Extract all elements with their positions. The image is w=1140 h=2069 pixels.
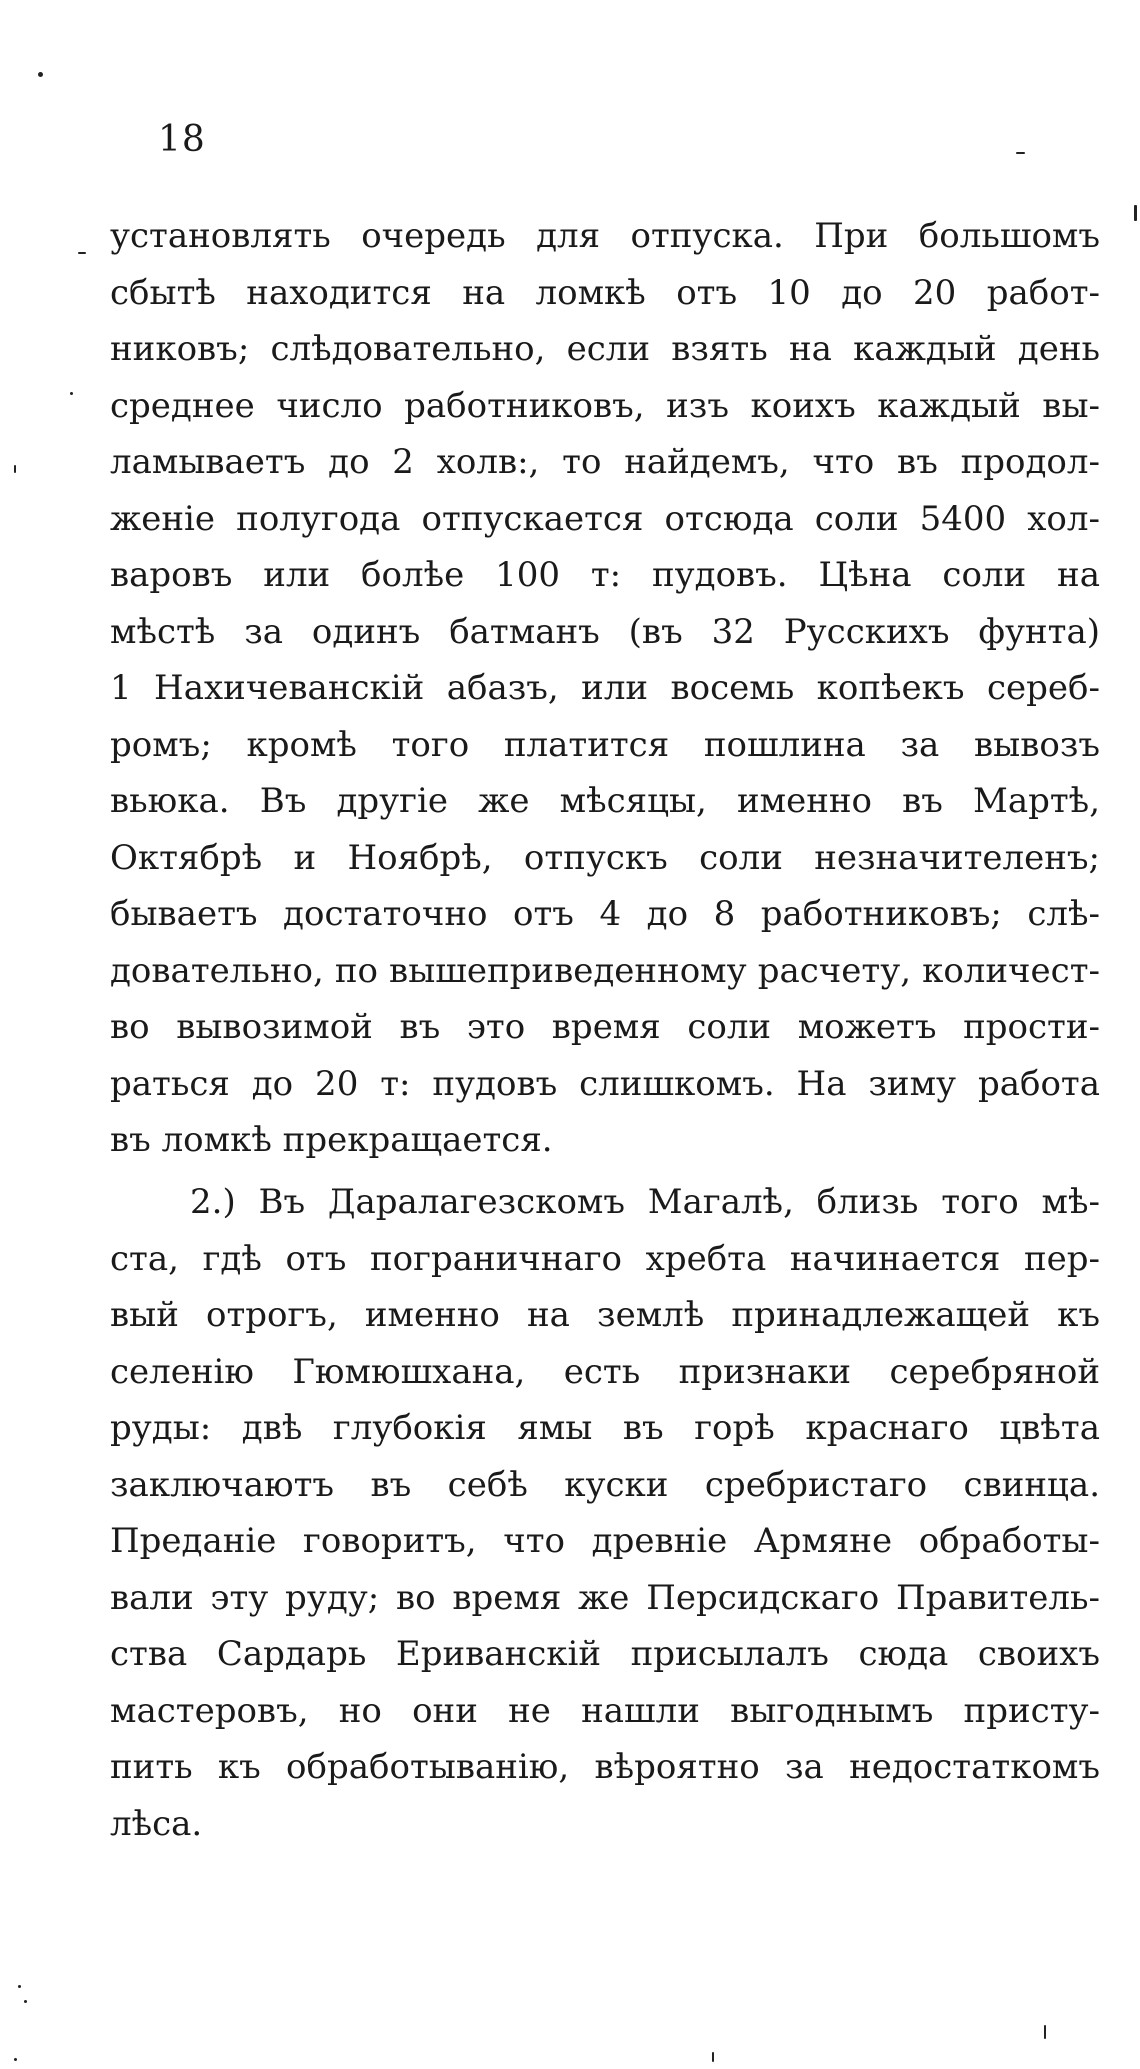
- scan-speck: [14, 465, 16, 473]
- text-line: ламываетъ до 2 холв:, то найдемъ, что въ продол-: [110, 442, 1100, 482]
- scan-speck: [24, 2000, 27, 2003]
- scan-speck: [1044, 2025, 1046, 2039]
- text-line: лѣса.: [110, 1803, 203, 1844]
- text-line: женіе полугода отпускается отсюда соли 5400 хол-: [110, 498, 1100, 539]
- text-line: пить къ обработыванію, вѣроятно за недостаткомъ: [110, 1747, 1100, 1787]
- text-line: раться до 20 т: пудовъ слишкомъ. На зиму работа: [110, 1063, 1100, 1104]
- text-line: ства Сардарь Ериванскій присылалъ сюда своихъ: [110, 1634, 1100, 1674]
- text-line: вьюка. Въ другіе же мѣсяцы, именно въ Мартѣ,: [110, 781, 1100, 821]
- paragraph-1: [110, 208, 1100, 1169]
- scan-speck: [78, 252, 86, 254]
- text-line: мѣстѣ за одинъ батманъ (въ 32 Русскихъ фунта): [110, 611, 1100, 652]
- text-line: Преданіе говоритъ, что древніе Армяне обработы-: [110, 1521, 1100, 1561]
- text-line: Октябрѣ и Ноябрѣ, отпускъ соли незначителенъ;: [110, 837, 1100, 878]
- text-line: варовъ или болѣе 100 т: пудовъ. Цѣна соли на: [110, 555, 1100, 595]
- text-line: селенію Гюмюшхана, есть признаки серебряной: [110, 1351, 1100, 1392]
- scan-speck: [1134, 205, 1137, 221]
- text-line: бываетъ достаточно отъ 4 до 8 работниковъ; слѣ-: [110, 894, 1100, 934]
- scan-speck: [18, 1985, 21, 1988]
- text-line: ромъ; кромѣ того платится пошлина за вывозъ: [110, 724, 1100, 765]
- text-line: 1 Нахичеванскій абазъ, или восемь копѣекъ сереб-: [110, 668, 1100, 708]
- text-line: довательно, по вышеприведенному расчету, количест-: [110, 950, 1100, 991]
- paragraph-2: [110, 1174, 1100, 1852]
- text-line: установлять очередь для отпуска. При большомъ: [110, 216, 1100, 256]
- text-line: среднее число работниковъ, изъ коихъ каждый вы-: [110, 385, 1100, 426]
- text-line: въ ломкѣ прекращается.: [110, 1120, 553, 1160]
- scan-speck: [14, 2058, 17, 2061]
- text-line: вали эту руду; во время же Персидскаго Правитель-: [110, 1577, 1100, 1618]
- text-line: во вывозимой въ это время соли можетъ прости-: [110, 1007, 1100, 1047]
- page-number: 18: [158, 119, 206, 160]
- text-line: ста, гдѣ отъ пограничнаго хребта начинается пер-: [110, 1238, 1100, 1279]
- scan-speck: [712, 2052, 714, 2062]
- text-line: заключаютъ въ себѣ куски сребристаго свинца.: [110, 1464, 1100, 1505]
- text-line: вый отрогъ, именно на землѣ принадлежащей къ: [110, 1295, 1100, 1335]
- text-line: мастеровъ, но они не нашли выгоднымъ присту-: [110, 1690, 1100, 1731]
- scan-speck: [38, 72, 43, 77]
- scan-speck: [1016, 152, 1025, 154]
- text-line: 2.) Въ Даралагезскомъ Магалѣ, близь того мѣ-: [190, 1182, 1100, 1222]
- text-line: никовъ; слѣдовательно, если взять на каждый день: [110, 329, 1100, 369]
- text-line: руды: двѣ глубокія ямы въ горѣ краснаго цвѣта: [110, 1408, 1100, 1448]
- text-line: сбытѣ находится на ломкѣ отъ 10 до 20 работ-: [110, 272, 1100, 313]
- scan-speck: [70, 392, 73, 395]
